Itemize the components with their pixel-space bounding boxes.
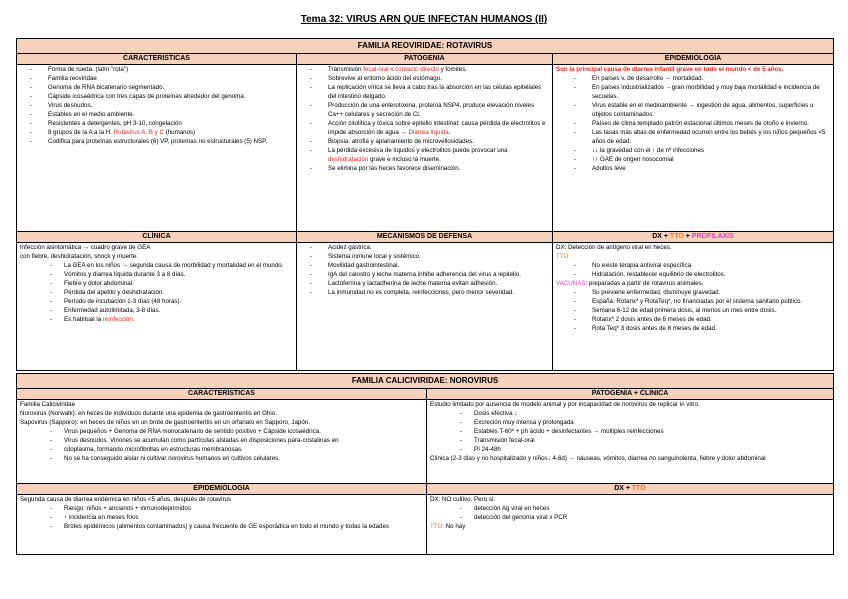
list-item: - Producción de una enterotoxina, proteína NSP4, produce elevación niveles Ca++ celulares y secreción de Cl.	[328, 102, 549, 120]
list-item: - Las tasas más altas de enfermedad ocurren entre los bebés y los niños pequeños <5 años de edad.	[592, 129, 830, 147]
text: Acción citolítica y tóxica sobre epitelio intestinal: causa pérdida de electrolitos e impide absorción de agua →	[328, 119, 546, 136]
section-header-caracteristicas: CARACTERÍSTICAS	[17, 53, 297, 64]
list-item: - Lactoferrina y lactadherina de leche materna evitan adhesión.	[328, 280, 549, 289]
text: Transmisión	[328, 65, 364, 73]
highlight-text: fecal-oral x contacto directo	[363, 65, 439, 73]
patogenia-clinica-cell	[427, 399, 834, 483]
list-item	[64, 316, 293, 325]
text: Es habitual la	[64, 315, 103, 323]
list-item: - detección del genoma viral x PCR	[474, 514, 830, 523]
dx-tto-cell	[427, 494, 834, 554]
text-line: Clínica (2-3 días y no hospitalizado y niños↓ 4-6d) → náuseas, vómitos, diarrea no sanguinolenta, fiebre y dolor abdominal	[430, 454, 766, 462]
list-item: - Virus desnudos. Viriones se acumulan como partículas aisladas en disposiciones para-cristalinas en	[64, 437, 423, 446]
text: DX +	[614, 484, 632, 492]
list-item: - Dosis efectiva ↓	[474, 410, 830, 419]
list-item: - Sobrevive al entorno ácido del estómago.	[328, 75, 549, 84]
vacunas-line	[556, 280, 830, 289]
list-item: - Semana 6-12 de edad primera dosis, al menos un mes entre dosis.	[592, 307, 830, 316]
list-item: - Virus pequeños + Genoma de RNA monocatenario de sentido positivo + Cápside icosaédrica.	[64, 428, 423, 437]
list-item: - La replicación vírica se lleva a cabo tras la absorción en las células epiteliales del intestino delgado.	[328, 84, 549, 102]
list-item: - Hidratación, restablecer equilibrio de electrolitos.	[592, 271, 830, 280]
list-item: - Estables en el medio ambiente.	[48, 111, 293, 120]
list-item: - Estables T-60º + ph ácido + desinfectantes → múltiples reinfecciones	[474, 428, 830, 437]
list-item: - Pérdida del apetito y deshidratación.	[64, 289, 293, 298]
list-item: - España: Rotarix* y RotaTeq*, no financiadas por el sistema sanitario público.	[592, 298, 830, 307]
section-header-clinica: CLÍNICA	[17, 231, 297, 242]
list-item: - Vómitos y diarrea líquida durante 3 a 8 días.	[64, 271, 293, 280]
text: 8 grupos de la A a la H.	[48, 128, 114, 136]
list-item: - La inmunidad no es completa, reinfecciones, pero menor severidad.	[328, 289, 549, 298]
clinica-lead: Infección asintomática → cuadro grave de GEA	[20, 243, 151, 251]
list-item: - Virus estable en el medioambiente → ingestión de agua, alimentos, superficies u objetos contaminados.	[592, 102, 830, 120]
rotavirus-table	[16, 38, 834, 371]
list-item: - No se ha conseguido aislar ni cultivar norovirus humanos en cultivos celulares.	[64, 455, 423, 464]
list-item: - Se elimina por las heces favorece diseminación.	[328, 165, 549, 174]
text-line: DX: NO cultivo. Pero sí:	[430, 495, 496, 503]
section-header-patogenia: PATOGENIA	[297, 53, 553, 64]
list-item: - Rotarix* 2 dosis antes de 6 meses de edad.	[592, 316, 830, 325]
list-item: - ↑↑ GAE de origen nosocomial	[592, 156, 830, 165]
list-item	[328, 120, 549, 138]
highlight-text: Rotavirus A, B y C	[113, 128, 164, 136]
list-item: - Excreción muy intensa y prolongada	[474, 419, 830, 428]
text: (humanos)	[163, 128, 196, 136]
section-header-dx-tto	[427, 483, 834, 494]
list-item: - Adultos leve	[592, 165, 830, 174]
tto-label: TTO	[631, 484, 646, 492]
epidemiologia-lead: Son la principal causa de diarrea infantil grave en todo el mundo < de 5 años.	[556, 65, 784, 73]
list-item: - Resistentes a detergentes, pH 3-10, congelación	[48, 120, 293, 129]
section-header-epidemiologia: EPIDEMIOLOGÍA	[553, 53, 834, 64]
list-item: - detección Ag viral en heces	[474, 505, 830, 514]
text: No hay	[443, 522, 466, 530]
text: y fomites.	[438, 65, 468, 73]
family-header-caliciviridae: FAMILIA CALICIVIRIDAE: NOROVIRUS	[17, 374, 834, 389]
text-line: Familia Caliciviridae	[20, 400, 76, 408]
list-item: - citoplasma, formando microfibrillas en estructuras membranosas.	[64, 446, 423, 455]
text-line: Norovirus (Norwalk): en heces de individuos durante una epidemia de gastroenteritis en Ohio.	[20, 409, 277, 417]
list-item: - Genoma de RNA bicatenario segmentado.	[48, 84, 293, 93]
tto-label: TTO:	[556, 252, 570, 260]
clinica-lead: con fiebre, deshidratación, shock y muerte.	[20, 252, 138, 260]
family-header-reoviridae: FAMILIA REOVIRIDAE: ROTAVIRUS	[17, 39, 834, 54]
epidemiologia-cell	[553, 64, 834, 231]
caracteristicas-cell	[17, 64, 297, 231]
text: DX +	[652, 232, 670, 240]
section-header-dx-tto-profilaxis	[553, 231, 834, 242]
list-item: - Familia reoviridae	[48, 75, 293, 84]
list-item	[328, 66, 549, 75]
section-header-epidemiologia: EPIDEMIOLOGÍA	[17, 483, 427, 494]
list-item	[328, 147, 549, 165]
list-item: - Sistema inmune local y sistémico.	[328, 253, 549, 262]
text: La pérdida excesiva de líquidos y electrolitos puede provocar una	[328, 146, 508, 154]
epidemiologia-cell	[17, 494, 427, 554]
clinica-cell	[17, 242, 297, 370]
text-line: Estudio limitado por ausencia de modelo animal y por incapacidad de norovirus de replicar in vitro.	[430, 400, 700, 408]
highlight-text: deshidratación	[328, 155, 369, 163]
tto-line	[430, 523, 830, 532]
dx-tto-profilaxis-cell	[553, 242, 834, 370]
vacunas-label: VACUNAS	[556, 279, 586, 287]
list-item: - Codifica para proteínas estructurales (6) VP, proteínas no estructurales (5) NSP.	[48, 138, 293, 147]
list-item: - ↑ incidencia en meses fríos	[64, 514, 423, 523]
section-header-caracteristicas: CARACTERÍSTICAS	[17, 388, 427, 399]
list-item: - Riesgo: niños + ancianos + inmunodeprimidos	[64, 505, 423, 514]
list-item: - Cápside icosaédrica con tres capas de proteínas alrededor del genoma.	[48, 93, 293, 102]
tto-label: TTO:	[430, 522, 444, 530]
list-item: - Transmisión fecal-oral	[474, 437, 830, 446]
text-line: Sapovirus (Sapporo): en heces de niños en un brote de gastroenteritis en un orfanato en Sapporo, Japón.	[20, 418, 310, 426]
list-item: - No existe terapia antiviral específica.	[592, 262, 830, 271]
list-item: - Su previene enfermedad, disminuye gravedad.	[592, 289, 830, 298]
mecanismos-cell	[297, 242, 553, 370]
list-item: - Brotes epidémicos (alimentos contaminados) y causa frecuente de GE esporádica en todo el mundo y todas la edades	[64, 523, 423, 532]
list-item: - Virus desnudos.	[48, 102, 293, 111]
list-item: - Período de incubación 1-3 días (48 horas).	[64, 298, 293, 307]
list-item: - Países de clima templado patrón estacional últimos meses de otoño e invierno.	[592, 120, 830, 129]
list-item: - Forma de rueda. (latín "rota")	[48, 66, 293, 75]
list-item	[48, 129, 293, 138]
tto-label: TTO	[669, 232, 684, 240]
text: grave e incluso la muerte.	[368, 155, 441, 163]
highlight-text: Diarrea líquida.	[408, 128, 451, 136]
list-item: - Enfermedad autolimitada, 3-8 días.	[64, 307, 293, 316]
list-item: - PI 24-48h	[474, 446, 830, 455]
list-item: - La GEA en los niños → segunda causa de morbilidad y mortalidad en el mundo.	[64, 262, 293, 271]
profilaxis-label: PROFILAXIS	[691, 232, 734, 240]
list-item: - ↓↓ la gravedad con el ↑ de nº infecciones	[592, 147, 830, 156]
list-item: - En países industrializados →gran morbilidad y muy baja mortalidad e incidencia de secuelas.	[592, 84, 830, 102]
list-item: - Acidez gástrica.	[328, 244, 549, 253]
text: +	[683, 232, 692, 240]
list-item: - En países v. de desarrollo → mortalidad.	[592, 75, 830, 84]
highlight-text: reinfección.	[102, 315, 135, 323]
text: : preparadas a partir de rotavirus animales.	[585, 279, 704, 287]
list-item: - IgA del calostro y leche materna inhibe adherencia del virus a lepitelio.	[328, 271, 549, 280]
list-item: - Rota Teq* 3 dosis antes de 8 meses de edad.	[592, 325, 830, 334]
patogenia-cell	[297, 64, 553, 231]
text-line: Segunda causa de diarrea endémica en niños <5 años, después de rotavirus	[20, 495, 232, 503]
list-item: - Movilidad gastrointestinal.	[328, 262, 549, 271]
list-item: - Fiebre y dolor abdominal.	[64, 280, 293, 289]
section-header-patogenia-clinica: PATOGENIA + CLÍNICA	[427, 388, 834, 399]
list-item: - Biopsia: atrofia y aplanamiento de microvellosidades.	[328, 138, 549, 147]
caracteristicas-cell	[17, 399, 427, 483]
norovirus-table	[16, 373, 834, 555]
section-header-mecanismos: MECANISMOS DE DEFENSA	[297, 231, 553, 242]
dx-line: DX: Detección de antígeno viral en heces.	[556, 243, 672, 251]
page-title: Tema 32: VIRUS ARN QUE INFECTAN HUMANOS (II)	[300, 14, 548, 25]
